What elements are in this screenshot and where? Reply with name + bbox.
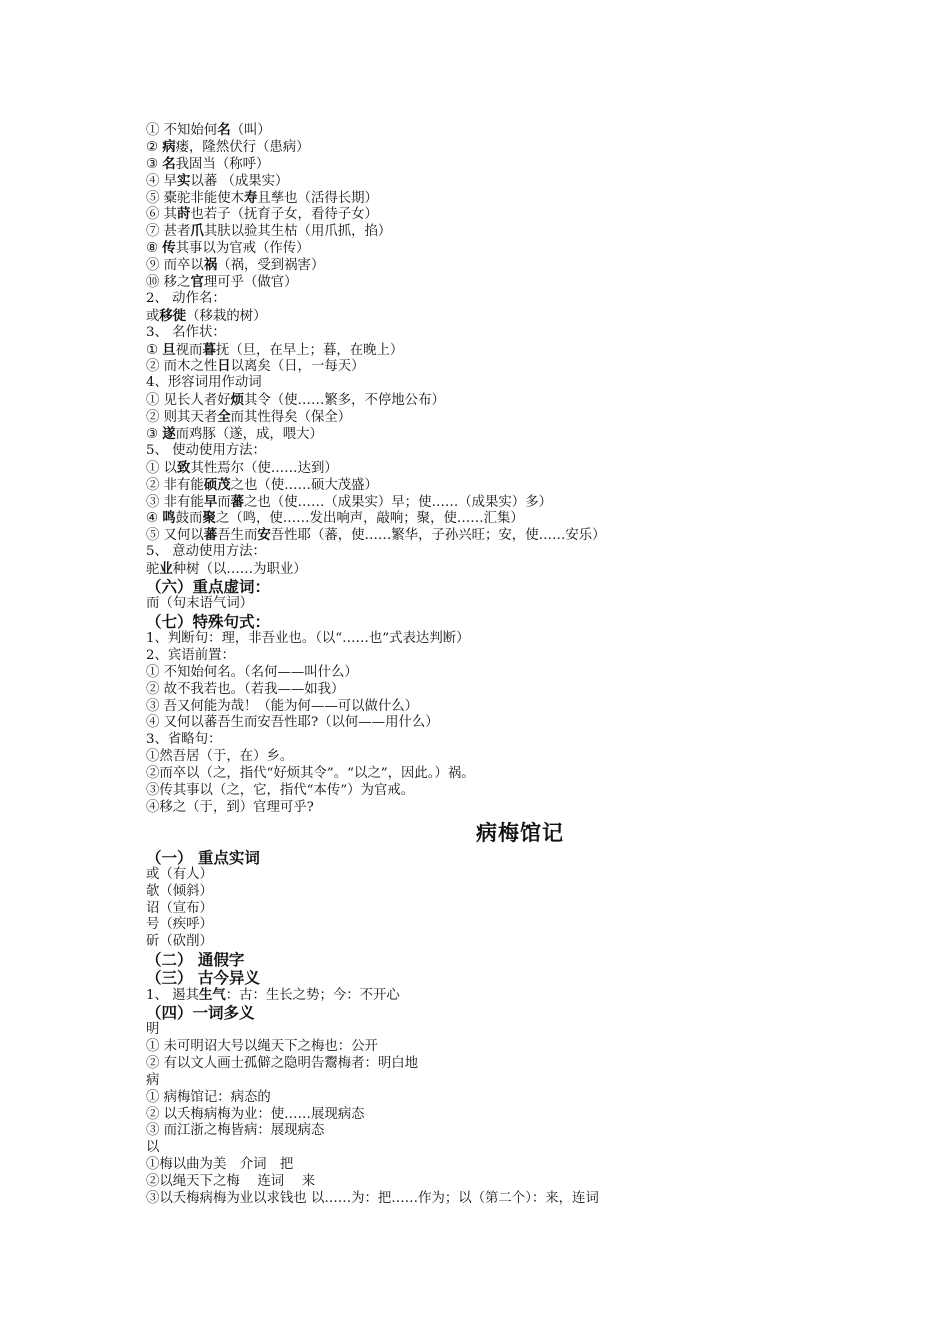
polysemy-line-5: ① 病梅馆记：病态的 bbox=[146, 1089, 271, 1105]
causative-heading: 5、 使动使用方法： bbox=[146, 442, 266, 458]
polysemy-heading: （四）一词多义 bbox=[146, 1003, 255, 1023]
noun-adv-heading: 3、 名作状： bbox=[146, 324, 226, 340]
meaning-line-3: ③ 名我固当（称呼） bbox=[146, 155, 270, 172]
verb-noun-line: 或移徙（移栽的树） bbox=[146, 307, 267, 324]
word-line-5: 斫（砍削） bbox=[146, 934, 213, 950]
meaning-line-10: ⑩ 移之官理可乎（做官） bbox=[146, 274, 298, 291]
noun-adv-line-1: ① 旦视而暮抚（旦，在早上；暮，在晚上） bbox=[146, 341, 404, 358]
key-words-heading: （一） 重点实词 bbox=[146, 847, 260, 867]
polysemy-line-7: ③ 而江浙之梅皆病：展现病态 bbox=[146, 1123, 325, 1139]
polysemy-line-1: 明 bbox=[146, 1022, 160, 1038]
special-line-3: ① 不知始何名。（名何——叫什么） bbox=[146, 664, 358, 680]
meaning-line-9: ⑨ 而卒以祸（祸，受到祸害） bbox=[146, 257, 325, 274]
causative-line-5: ⑤ 又何以蕃吾生而安吾性耶（蕃，使……繁华，子孙兴旺；安，使……安乐） bbox=[146, 527, 606, 544]
special-line-6: ④ 又何以蕃吾生而安吾性耶?（以何——用什么） bbox=[146, 715, 439, 731]
adj-verb-line-2: ② 则其天者全而其性得矣（保全） bbox=[146, 409, 352, 426]
special-line-1: 1、判断句：理，非吾业也。（以“……也”式表达判断） bbox=[146, 630, 470, 646]
meaning-line-2: ② 病瘘，隆然伏行（患病） bbox=[146, 138, 310, 155]
causative-line-3: ③ 非有能早而蕃之也（使……（成果实）早；使……（成果实）多） bbox=[146, 493, 552, 510]
polysemy-line-6: ② 以夭梅病梅为业：使……展现病态 bbox=[146, 1106, 365, 1122]
polysemy-line-4: 病 bbox=[146, 1072, 160, 1088]
word-line-3: 诏（宣布） bbox=[146, 900, 213, 916]
meaning-line-4: ④ 早实以蕃 （成果实） bbox=[146, 172, 289, 189]
putative-line: 驼业种树（以……为职业） bbox=[146, 561, 307, 578]
special-line-8: ①然吾居（于，在）乡。 bbox=[146, 749, 294, 765]
polysemy-line-10: ②以绳天下之梅 连词 来 bbox=[146, 1174, 316, 1190]
polysemy-line-9: ①梅以曲为美 介词 把 bbox=[146, 1157, 294, 1173]
meanings-list bbox=[146, 122, 926, 291]
special-line-11: ④移之（于，到）官理可乎? bbox=[146, 799, 314, 815]
ancient-modern-heading: （三） 古今异义 bbox=[146, 968, 260, 988]
putative-heading: 5、 意动使用方法： bbox=[146, 544, 266, 560]
meaning-line-7: ⑦ 甚者爪其肤以验其生枯（用爪抓，掐） bbox=[146, 223, 392, 240]
meaning-line-1: ① 不知始何名（叫） bbox=[146, 122, 271, 138]
word-line-1: 或（有人） bbox=[146, 866, 213, 882]
section-title: 病梅馆记 bbox=[476, 819, 564, 845]
special-line-9: ②而卒以（之，指代“好烦其令”。“以之”，因此。）祸。 bbox=[146, 766, 475, 782]
special-line-7: 3、省略句： bbox=[146, 732, 222, 748]
meaning-line-6: ⑥ 其莳也若子（抚育子女，看待子女） bbox=[146, 206, 378, 223]
verb-noun-heading: 2、 动作名： bbox=[146, 290, 226, 306]
adj-verb-line-1: ① 见长人者好烦其令（使……繁多，不停地公布） bbox=[146, 392, 445, 409]
adj-verb-line-3: ③ 遂而鸡豚（遂，成，喂大） bbox=[146, 426, 323, 443]
special-line-2: 2、宾语前置： bbox=[146, 647, 235, 663]
function-words-heading: （六）重点虚词： bbox=[146, 577, 271, 597]
polysemy-line-3: ② 有以文人画士孤僻之隐明告鬻梅者：明白地 bbox=[146, 1055, 419, 1071]
meaning-line-5: ⑤ 橐驼非能使木寿且孳也（活得长期） bbox=[146, 189, 378, 206]
document-page bbox=[146, 122, 926, 1208]
word-line-2: 欹（倾斜） bbox=[146, 883, 213, 899]
adj-verb-heading: 4、形容词用作动词 bbox=[146, 375, 262, 391]
special-line-5: ③ 吾又何能为哉！（能为何——可以做什么） bbox=[146, 698, 419, 714]
special-line-10: ③传其事以（之，它，指代“本传”）为官戒。 bbox=[146, 782, 415, 798]
causative-line-4: ④ 鸣鼓而聚之（鸣，使……发出响声，敲响；聚，使……汇集） bbox=[146, 510, 524, 527]
causative-line-2: ② 非有能硕茂之也（使……硕大茂盛） bbox=[146, 476, 378, 493]
word-line-4: 号（疾呼） bbox=[146, 917, 213, 933]
polysemy-line-2: ① 未可明诏大号以绳天下之梅也：公开 bbox=[146, 1038, 378, 1054]
meaning-line-8: ⑧ 传其事以为官戒（作传） bbox=[146, 240, 310, 257]
noun-adv-line-2: ② 而木之性日以离矣（日，一每天） bbox=[146, 358, 365, 375]
polysemy-line-8: 以 bbox=[146, 1140, 160, 1156]
causative-line-1: ① 以致其性焉尔（使……达到） bbox=[146, 459, 338, 476]
loan-words-heading: （二） 通假字 bbox=[146, 950, 245, 970]
ancient-modern-line: 1、 遏其生气：古：生长之势；今：不开心 bbox=[146, 987, 400, 1004]
special-sentences-heading: （七）特殊句式： bbox=[146, 611, 271, 631]
function-word-line: 而（句末语气词） bbox=[146, 596, 254, 612]
special-line-4: ② 故不我若也。（若我——如我） bbox=[146, 681, 345, 697]
polysemy-line-11: ③以夭梅病梅为业以求钱也 以……为：把……作为；以（第二个）：来，连词 bbox=[146, 1190, 599, 1206]
